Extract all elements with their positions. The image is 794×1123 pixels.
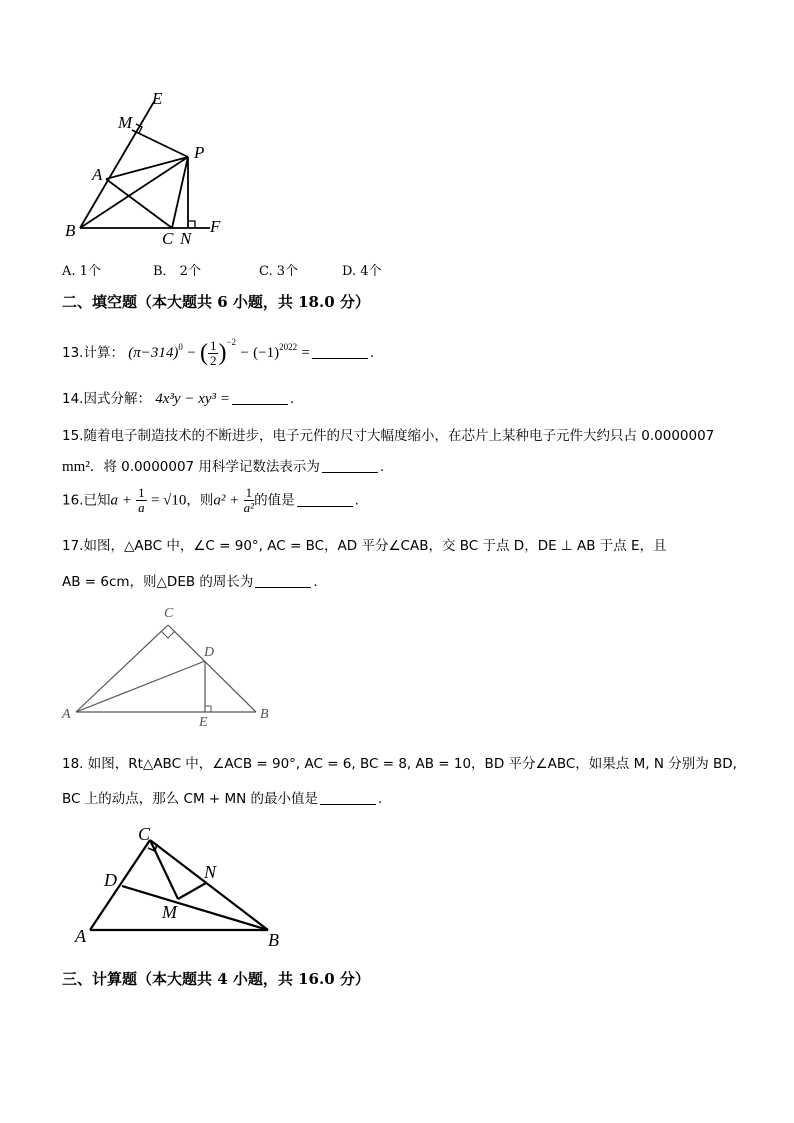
question-17-line2: AB = 6cm，则△DEB 的周长为 .: [62, 574, 318, 590]
q15-answer-blank[interactable]: [322, 458, 378, 473]
q13-half: $\frac{1}{2}$: [209, 337, 217, 368]
label-P: P: [194, 143, 205, 162]
label-B: B: [260, 707, 269, 722]
question-18-line1: 18. 如图，Rt△ABC 中，∠ACB = 90°, AC = 6, BC = 8, AB = 10，BD 平分∠ABC，如果点 M, N 分别为 BD,: [62, 756, 737, 772]
q13-minus2: −: [240, 345, 249, 361]
q15-unit: mm²: [62, 459, 90, 475]
question-17-line1: 17.如图，△ABC 中，∠C = 90°, AC = BC，AD 平分∠CAB，交 BC 于点 D，DE ⊥ AB 于点 E，且: [62, 538, 667, 554]
line-CM: [150, 840, 178, 899]
q14-expr: 4x³y − xy³ =: [155, 391, 230, 407]
label-A: A: [62, 707, 71, 722]
figure-3-geometry: [60, 820, 290, 950]
section-3-title: 三、计算题（本大题共 4 小题，共 16.0 分）: [62, 970, 370, 988]
q16-frac2: $\frac{1}{\text{a²}}$: [243, 485, 255, 515]
q14-prefix: 14.因式分解：: [62, 391, 151, 407]
label-A: A: [92, 165, 103, 184]
line-AP: [106, 157, 188, 179]
choice-a[interactable]: A. 1个: [62, 264, 101, 279]
label-E: E: [152, 90, 163, 108]
label-C: C: [138, 824, 151, 844]
question-15-line2: mm²．将 0.0000007 用科学记数法表示为 .: [62, 459, 385, 475]
q17-answer-blank[interactable]: [255, 573, 311, 588]
q16-frac1: $\frac{1}{a}$: [138, 485, 145, 515]
q13-minus1: −: [187, 345, 196, 361]
line-MP: [132, 130, 188, 157]
line-AD: [76, 661, 205, 712]
choice-d[interactable]: D. 4个: [342, 264, 382, 279]
label-C: C: [164, 606, 174, 621]
q13-pi-part: (π−314): [128, 345, 179, 361]
q13-exp2022: 2022: [279, 342, 298, 352]
label-N: N: [180, 229, 192, 248]
question-16: 16.已知a + $\frac{1}{a}$ = √10，则a² + $\frac{1}{\text{a²}}$ 的值是 .: [62, 485, 359, 515]
label-D: D: [204, 645, 215, 660]
q14-answer-blank[interactable]: [232, 390, 288, 405]
question-15-line1: 15.随着电子制造技术的不断进步，电子元件的尺寸大幅度缩小，在芯片上某种电子元件大约只占 0.0000007: [62, 428, 715, 444]
section-2-title: 二、填空题（本大题共 6 小题，共 18.0 分）: [62, 293, 370, 311]
line-DB: [122, 886, 268, 930]
q13-neg1: (−1): [253, 345, 280, 361]
label-M: M: [162, 902, 177, 922]
label-N: N: [204, 862, 217, 882]
figure-2-geometry: [60, 600, 280, 730]
line-PC: [172, 157, 188, 228]
line-CB: [168, 625, 256, 712]
label-M: M: [118, 113, 133, 132]
label-A: A: [75, 926, 86, 946]
question-18-line2: BC 上的动点，那么 CM + MN 的最小值是 .: [62, 791, 383, 807]
line-AC: [90, 840, 150, 930]
choice-c[interactable]: C. 3个: [259, 264, 299, 279]
label-B: B: [268, 930, 279, 950]
q13-exp0: 0: [178, 342, 183, 352]
line-MN: [178, 883, 206, 899]
q13-eq: =: [301, 345, 310, 361]
question-13: 13.计算： $(\pi-314)^0$ − ( $\frac{1}{2}$ )$^{-2} - (-1)^{2022}$ = .: [62, 337, 375, 368]
line-AC: [76, 625, 168, 712]
q15-text: ．将 0.0000007 用科学记数法表示为: [89, 459, 320, 475]
figure-1-geometry: [60, 90, 240, 250]
label-F: F: [210, 217, 221, 236]
q13-prefix: 13.计算：: [62, 345, 124, 361]
q13-answer-blank[interactable]: [312, 344, 368, 359]
label-C: C: [162, 229, 174, 248]
question-14: 14.因式分解： 4x³y − xy³ = .: [62, 391, 295, 407]
q13-exp-neg2: −2: [226, 337, 237, 347]
q18-answer-blank[interactable]: [320, 790, 376, 805]
label-D: D: [104, 870, 117, 890]
q16-answer-blank[interactable]: [297, 492, 353, 507]
label-B: B: [65, 221, 76, 240]
label-E: E: [199, 715, 208, 730]
q16-prefix: 16.已知: [62, 492, 111, 509]
choice-b[interactable]: B． 2个: [153, 264, 201, 279]
